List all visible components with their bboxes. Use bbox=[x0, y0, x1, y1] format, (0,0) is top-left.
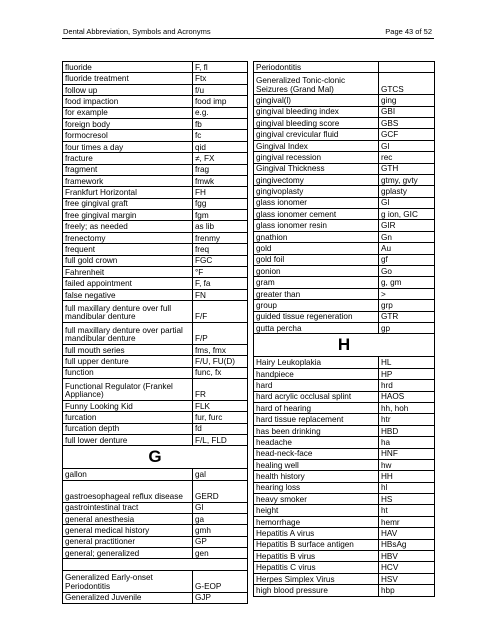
term-cell: hearing loss bbox=[254, 482, 379, 493]
abbreviation-cell: HAOS bbox=[379, 391, 435, 402]
term-cell: furcation bbox=[63, 412, 193, 423]
table-row bbox=[254, 288, 435, 299]
table-row bbox=[63, 107, 248, 118]
table-row bbox=[63, 513, 248, 524]
abbreviation-cell: GI bbox=[379, 140, 435, 151]
table-row bbox=[254, 414, 435, 425]
abbreviation-cell: F/P bbox=[193, 323, 248, 345]
term-cell: Generalized Juvenile bbox=[63, 592, 193, 603]
abbreviation-cell: fb bbox=[193, 118, 248, 129]
abbreviation-cell: HS bbox=[379, 494, 435, 505]
table-row bbox=[63, 323, 248, 345]
term-cell: freely; as needed bbox=[63, 221, 193, 232]
abbreviation-cell: Gn bbox=[379, 231, 435, 242]
table-row bbox=[254, 311, 435, 322]
term-cell: high blood pressure bbox=[254, 585, 379, 596]
table-row bbox=[254, 243, 435, 254]
term-cell: four times a day bbox=[63, 141, 193, 152]
abbreviation-cell: FR bbox=[193, 378, 248, 400]
abbreviation-cell: GTCS bbox=[379, 73, 435, 95]
abbreviation-cell: GI bbox=[193, 502, 248, 513]
table-row bbox=[254, 494, 435, 505]
abbreviation-cell: g ion, GIC bbox=[379, 209, 435, 220]
term-cell: hard tissue replacement bbox=[254, 414, 379, 425]
abbreviation-cell: fgm bbox=[193, 210, 248, 221]
term-cell: fluoride treatment bbox=[63, 73, 193, 84]
term-cell: heavy smoker bbox=[254, 494, 379, 505]
table-row bbox=[254, 425, 435, 436]
term-cell: fluoride bbox=[63, 62, 193, 73]
table-row bbox=[63, 221, 248, 232]
abbreviation-cell: hrd bbox=[379, 380, 435, 391]
table-row bbox=[63, 73, 248, 84]
table-row bbox=[63, 130, 248, 141]
term-cell: height bbox=[254, 505, 379, 516]
term-cell: headache bbox=[254, 437, 379, 448]
abbreviation-cell: hbp bbox=[379, 585, 435, 596]
table-row bbox=[254, 528, 435, 539]
term-cell: furcation depth bbox=[63, 423, 193, 434]
table-row bbox=[63, 344, 248, 355]
abbreviation-cell: Au bbox=[379, 243, 435, 254]
term-cell: Funny Looking Kid bbox=[63, 400, 193, 411]
term-cell: glass ionomer bbox=[254, 197, 379, 208]
abbreviation-cell: gal bbox=[193, 469, 248, 480]
abbreviation-cell: HSV bbox=[379, 573, 435, 584]
table-row bbox=[63, 423, 248, 434]
abbreviation-cell: F/L, FLD bbox=[193, 434, 248, 445]
abbreviation-cell: gp bbox=[379, 323, 435, 334]
term-cell: general practitioner bbox=[63, 536, 193, 547]
table-row bbox=[254, 152, 435, 163]
abbreviation-cell: HBD bbox=[379, 425, 435, 436]
abbreviation-cell: GTH bbox=[379, 163, 435, 174]
table-row bbox=[254, 437, 435, 448]
page-number: Page 43 of 52 bbox=[385, 27, 432, 36]
term-cell: follow up bbox=[63, 84, 193, 95]
table-row bbox=[63, 356, 248, 367]
table-row bbox=[254, 402, 435, 413]
abbreviation-cell: hl bbox=[379, 482, 435, 493]
term-cell: glass ionomer resin bbox=[254, 220, 379, 231]
abbreviation-cell: freq bbox=[193, 244, 248, 255]
abbreviation-cell: GI bbox=[379, 197, 435, 208]
term-cell: gallon bbox=[63, 469, 193, 480]
term-cell: health history bbox=[254, 471, 379, 482]
abbreviation-cell: F, fa bbox=[193, 278, 248, 289]
table-row bbox=[63, 301, 248, 323]
term-cell: Functional Regulator (Frankel Appliance) bbox=[63, 378, 193, 400]
term-cell: frenectomy bbox=[63, 232, 193, 243]
abbreviation-cell: grp bbox=[379, 300, 435, 311]
abbreviation-cell: e.g. bbox=[193, 107, 248, 118]
term-cell: gnathion bbox=[254, 231, 379, 242]
term-cell: Generalized Tonic-clonic Seizures (Grand Mal) bbox=[254, 73, 379, 95]
abbreviation-cell: fc bbox=[193, 130, 248, 141]
abbreviation-cell: FGC bbox=[193, 255, 248, 266]
term-cell: fracture bbox=[63, 153, 193, 164]
table-row bbox=[254, 357, 435, 368]
term-cell: glass ionomer cement bbox=[254, 209, 379, 220]
table-row bbox=[63, 244, 248, 255]
table-row bbox=[254, 482, 435, 493]
term-cell: gold bbox=[254, 243, 379, 254]
term-cell: gingival crevicular fluid bbox=[254, 129, 379, 140]
spacer-row bbox=[63, 559, 248, 570]
table-row bbox=[254, 231, 435, 242]
abbreviation-cell: GP bbox=[193, 536, 248, 547]
term-cell: framework bbox=[63, 175, 193, 186]
abbreviation-cell: g, gm bbox=[379, 277, 435, 288]
term-cell: gonion bbox=[254, 266, 379, 277]
term-cell: full gold crown bbox=[63, 255, 193, 266]
term-cell: general; generalized bbox=[63, 548, 193, 559]
table-row bbox=[63, 548, 248, 559]
table-row bbox=[63, 400, 248, 411]
table-row bbox=[254, 380, 435, 391]
term-cell: full lower denture bbox=[63, 434, 193, 445]
abbreviation-cell: HAV bbox=[379, 528, 435, 539]
abbreviation-cell: HH bbox=[379, 471, 435, 482]
table-row bbox=[63, 198, 248, 209]
abbreviation-cell: fur, furc bbox=[193, 412, 248, 423]
table-row bbox=[63, 255, 248, 266]
abbreviation-cell: ga bbox=[193, 513, 248, 524]
section-heading-h bbox=[254, 334, 435, 357]
table-row bbox=[63, 187, 248, 198]
abbreviation-cell: °F bbox=[193, 267, 248, 278]
term-cell: Hairy Leukoplakia bbox=[254, 357, 379, 368]
section-heading-g bbox=[63, 446, 248, 469]
table-row bbox=[254, 163, 435, 174]
abbreviation-cell: rec bbox=[379, 152, 435, 163]
abbreviation-cell: fms, fmx bbox=[193, 344, 248, 355]
term-cell: failed appointment bbox=[63, 278, 193, 289]
table-row bbox=[63, 141, 248, 152]
table-row bbox=[254, 197, 435, 208]
abbreviation-cell: > bbox=[379, 288, 435, 299]
left-abbreviation-table bbox=[62, 61, 248, 604]
term-cell: Generalized Early-onset Periodontitis bbox=[63, 570, 193, 592]
term-cell: hard of hearing bbox=[254, 402, 379, 413]
term-cell: gutta percha bbox=[254, 323, 379, 334]
term-cell: gingival recession bbox=[254, 152, 379, 163]
term-cell: free gingival margin bbox=[63, 210, 193, 221]
section-letter: G bbox=[63, 446, 248, 469]
term-cell: function bbox=[63, 367, 193, 378]
table-row bbox=[254, 62, 435, 73]
table-row bbox=[63, 84, 248, 95]
abbreviation-cell: GBI bbox=[379, 106, 435, 117]
term-cell: general anesthesia bbox=[63, 513, 193, 524]
term-cell: gingivoplasty bbox=[254, 186, 379, 197]
table-row bbox=[254, 254, 435, 265]
table-row bbox=[254, 140, 435, 151]
abbreviation-cell: hw bbox=[379, 459, 435, 470]
spacer-cell bbox=[63, 559, 248, 570]
table-row bbox=[254, 368, 435, 379]
term-cell: handpiece bbox=[254, 368, 379, 379]
table-row bbox=[63, 367, 248, 378]
abbreviation-cell: f/u bbox=[193, 84, 248, 95]
abbreviation-cell: GJP bbox=[193, 592, 248, 603]
abbreviation-cell: hemr bbox=[379, 516, 435, 527]
abbreviation-cell: F, fl bbox=[193, 62, 248, 73]
abbreviation-cell: frenmy bbox=[193, 232, 248, 243]
term-cell: hard bbox=[254, 380, 379, 391]
table-row bbox=[254, 562, 435, 573]
right-abbreviation-table bbox=[253, 61, 435, 597]
table-row bbox=[254, 129, 435, 140]
term-cell: full mouth series bbox=[63, 344, 193, 355]
abbreviation-cell: food imp bbox=[193, 96, 248, 107]
term-cell: for example bbox=[63, 107, 193, 118]
term-cell: formocresol bbox=[63, 130, 193, 141]
abbreviation-cell: fmwk bbox=[193, 175, 248, 186]
term-cell: food impaction bbox=[63, 96, 193, 107]
abbreviation-cell: HL bbox=[379, 357, 435, 368]
term-cell: gingival bleeding score bbox=[254, 117, 379, 128]
abbreviation-cell: GIR bbox=[379, 220, 435, 231]
term-cell: Hepatitis B surface antigen bbox=[254, 539, 379, 550]
abbreviation-cell: HCV bbox=[379, 562, 435, 573]
table-row bbox=[63, 289, 248, 300]
term-cell: gold foil bbox=[254, 254, 379, 265]
table-row bbox=[63, 164, 248, 175]
term-cell: free gingival graft bbox=[63, 198, 193, 209]
table-row bbox=[63, 434, 248, 445]
term-cell: Gingival Thickness bbox=[254, 163, 379, 174]
term-cell: gastrointestinal tract bbox=[63, 502, 193, 513]
table-row bbox=[254, 95, 435, 106]
table-row bbox=[254, 459, 435, 470]
table-row bbox=[254, 186, 435, 197]
abbreviation-cell: F/F bbox=[193, 301, 248, 323]
abbreviation-cell bbox=[379, 62, 435, 73]
table-row bbox=[63, 96, 248, 107]
table-row bbox=[63, 267, 248, 278]
table-row bbox=[63, 525, 248, 536]
term-cell: frequent bbox=[63, 244, 193, 255]
abbreviation-cell: Go bbox=[379, 266, 435, 277]
term-cell: Frankfurt Horizontal bbox=[63, 187, 193, 198]
abbreviation-cell: ht bbox=[379, 505, 435, 516]
abbreviation-cell: ≠, FX bbox=[193, 153, 248, 164]
abbreviation-cell: qid bbox=[193, 141, 248, 152]
term-cell: greater than bbox=[254, 288, 379, 299]
table-row bbox=[63, 210, 248, 221]
table-row bbox=[63, 536, 248, 547]
abbreviation-cell: F/U, FU(D) bbox=[193, 356, 248, 367]
table-row bbox=[63, 175, 248, 186]
abbreviation-cell: gplasty bbox=[379, 186, 435, 197]
abbreviation-cell: HBsAg bbox=[379, 539, 435, 550]
abbreviation-cell: frag bbox=[193, 164, 248, 175]
table-row bbox=[254, 516, 435, 527]
abbreviation-cell: ha bbox=[379, 437, 435, 448]
table-row bbox=[254, 300, 435, 311]
abbreviation-cell: htr bbox=[379, 414, 435, 425]
abbreviation-cell: G-EOP bbox=[193, 570, 248, 592]
term-cell: gastroesophageal reflux disease bbox=[63, 480, 193, 502]
table-row bbox=[254, 266, 435, 277]
term-cell: full maxillary denture over partial mandibular denture bbox=[63, 323, 193, 345]
table-row bbox=[63, 378, 248, 400]
abbreviation-cell: GTR bbox=[379, 311, 435, 322]
table-row bbox=[254, 539, 435, 550]
table-row bbox=[254, 277, 435, 288]
abbreviation-cell: gtmy, gvty bbox=[379, 174, 435, 185]
abbreviation-cell: hh, hoh bbox=[379, 402, 435, 413]
table-row bbox=[63, 118, 248, 129]
term-cell: false negative bbox=[63, 289, 193, 300]
table-row bbox=[63, 570, 248, 592]
abbreviation-cell: GERD bbox=[193, 480, 248, 502]
table-row bbox=[63, 153, 248, 164]
header-rule bbox=[62, 38, 434, 39]
table-row bbox=[254, 323, 435, 334]
abbreviation-cell: HBV bbox=[379, 551, 435, 562]
table-row bbox=[254, 174, 435, 185]
term-cell: Fahrenheit bbox=[63, 267, 193, 278]
term-cell: Gingival Index bbox=[254, 140, 379, 151]
term-cell: has been drinking bbox=[254, 425, 379, 436]
table-row bbox=[63, 502, 248, 513]
table-row bbox=[63, 232, 248, 243]
term-cell: Hepatitis C virus bbox=[254, 562, 379, 573]
term-cell: gingival(l) bbox=[254, 95, 379, 106]
abbreviation-cell: GCF bbox=[379, 129, 435, 140]
term-cell: gram bbox=[254, 277, 379, 288]
abbreviation-cell: fgg bbox=[193, 198, 248, 209]
abbreviation-cell: gmh bbox=[193, 525, 248, 536]
term-cell: hemorrhage bbox=[254, 516, 379, 527]
term-cell: full maxillary denture over full mandibular denture bbox=[63, 301, 193, 323]
term-cell: Hepatitis A virus bbox=[254, 528, 379, 539]
abbreviation-cell: ging bbox=[379, 95, 435, 106]
abbreviation-cell: HNF bbox=[379, 448, 435, 459]
table-row bbox=[254, 73, 435, 95]
table-row bbox=[254, 117, 435, 128]
table-row bbox=[63, 480, 248, 502]
abbreviation-cell: FLK bbox=[193, 400, 248, 411]
abbreviation-cell: FN bbox=[193, 289, 248, 300]
table-row bbox=[254, 505, 435, 516]
abbreviation-cell: FH bbox=[193, 187, 248, 198]
term-cell: gingival bleeding index bbox=[254, 106, 379, 117]
term-cell: general medical history bbox=[63, 525, 193, 536]
term-cell: hard acrylic occlusal splint bbox=[254, 391, 379, 402]
table-row bbox=[254, 551, 435, 562]
term-cell: head-neck-face bbox=[254, 448, 379, 459]
section-letter: H bbox=[254, 334, 435, 357]
term-cell: foreign body bbox=[63, 118, 193, 129]
table-row bbox=[254, 391, 435, 402]
table-row bbox=[63, 412, 248, 423]
term-cell: healing well bbox=[254, 459, 379, 470]
term-cell: Hepatitis B virus bbox=[254, 551, 379, 562]
term-cell: group bbox=[254, 300, 379, 311]
abbreviation-cell: HP bbox=[379, 368, 435, 379]
table-row bbox=[254, 448, 435, 459]
table-row bbox=[63, 278, 248, 289]
table-row bbox=[254, 471, 435, 482]
term-cell: full upper denture bbox=[63, 356, 193, 367]
abbreviation-cell: gf bbox=[379, 254, 435, 265]
table-row bbox=[254, 220, 435, 231]
term-cell: Herpes Simplex Virus bbox=[254, 573, 379, 584]
term-cell: Periodontitis bbox=[254, 62, 379, 73]
abbreviation-cell: fd bbox=[193, 423, 248, 434]
abbreviation-cell: Ftx bbox=[193, 73, 248, 84]
abbreviation-cell: GBS bbox=[379, 117, 435, 128]
table-row bbox=[254, 585, 435, 596]
table-row bbox=[254, 573, 435, 584]
table-row bbox=[63, 62, 248, 73]
table-row bbox=[63, 592, 248, 603]
abbreviation-cell: as lib bbox=[193, 221, 248, 232]
term-cell: gingivectomy bbox=[254, 174, 379, 185]
abbreviation-cell: func, fx bbox=[193, 367, 248, 378]
table-row bbox=[254, 106, 435, 117]
table-row bbox=[254, 209, 435, 220]
table-row bbox=[63, 469, 248, 480]
term-cell: fragment bbox=[63, 164, 193, 175]
document-title: Dental Abbreviation, Symbols and Acronyms bbox=[63, 27, 211, 36]
term-cell: guided tissue regeneration bbox=[254, 311, 379, 322]
abbreviation-cell: gen bbox=[193, 548, 248, 559]
